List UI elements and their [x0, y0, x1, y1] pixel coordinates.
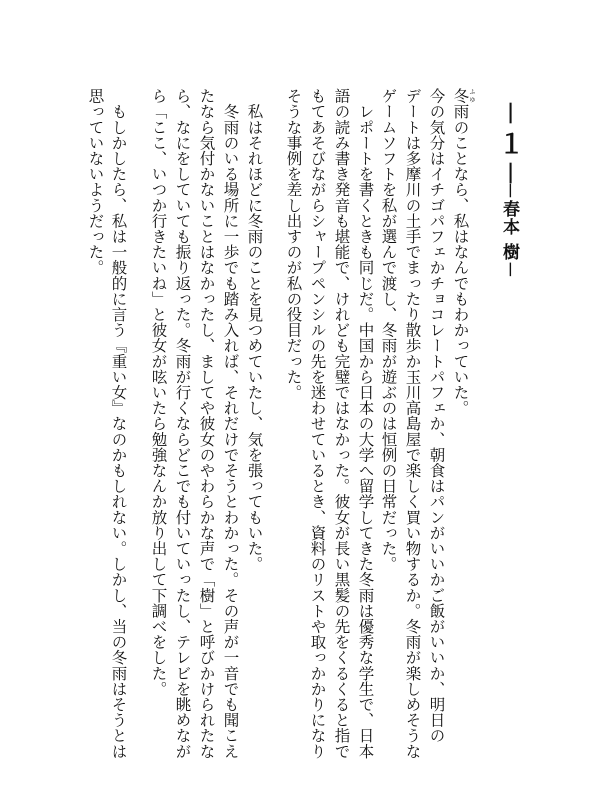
- chapter-heading: －１－: [494, 100, 524, 191]
- text-line-4: ゲームソフトを私が選んで渡し、冬雨が遊ぶのは恒例の日常だった。: [379, 88, 398, 572]
- text-line-5: レポートを書くときも同じだ。中国から日本の大学へ留学してきた冬雨は優秀な学生で、日本: [356, 88, 375, 759]
- text-line-9: 私はそれほどに冬雨のことを見つめていたし、気を張ってもいた。: [245, 88, 264, 572]
- text-line-12: ら、なにをしていても振り返った。冬雨が行くならどこでも付いていったし、テレビを眺めなが: [173, 88, 192, 759]
- first-line-rest: 雨のことなら、私はなんでもわかっていた。: [451, 103, 470, 416]
- text-line-3: デートは多摩川の土手でまったり散歩か玉川高島屋で楽しく買い物するか。冬雨が楽しめそうな: [403, 88, 422, 759]
- text-line-1: [452, 88, 475, 416]
- chapter-author: －春本 樹－: [499, 182, 519, 279]
- text-line-10: 冬雨のいる場所に一歩でも踏み入れば、それだけでそうとわかった。その声が一音でも聞こえ: [221, 88, 240, 759]
- text-line-11: たなら気付かないことはなかったし、ましてや彼女のやわらかな声で「樹」と呼びかけられたな: [197, 88, 216, 759]
- text-line-8: そうな事例を差し出すのが私の役目だった。: [284, 88, 303, 400]
- text-line-13: ら「ここ、いつか行きたいね」と彼女が呟いたら勉強なんか放り出して下調べをした。: [149, 88, 168, 697]
- ruby-base: 冬: [451, 88, 470, 104]
- text-line-15: 思っていないようだった。: [86, 88, 105, 276]
- text-line-7: もてあそびながらシャープペンシルの先を迷わせているとき、資料のリストや取っかかりになり: [308, 88, 327, 759]
- ruby-reading: ふゆ: [468, 88, 475, 104]
- ruby-word: [451, 88, 475, 104]
- text-line-14: もしかしたら、私は一般的に言う『重い女』なのかもしれない。しかし、当の冬雨はそうとは: [109, 88, 128, 759]
- text-line-2: 今の気分はイチゴパフェかチョコレートパフェか、朝食はパンがいいかご飯がいいか、明日の: [427, 88, 446, 744]
- text-line-6: 語の読み書き発音も堪能で、けれども完璧ではなかった。彼女が長い黒髪の先をくるくると指で: [332, 88, 351, 759]
